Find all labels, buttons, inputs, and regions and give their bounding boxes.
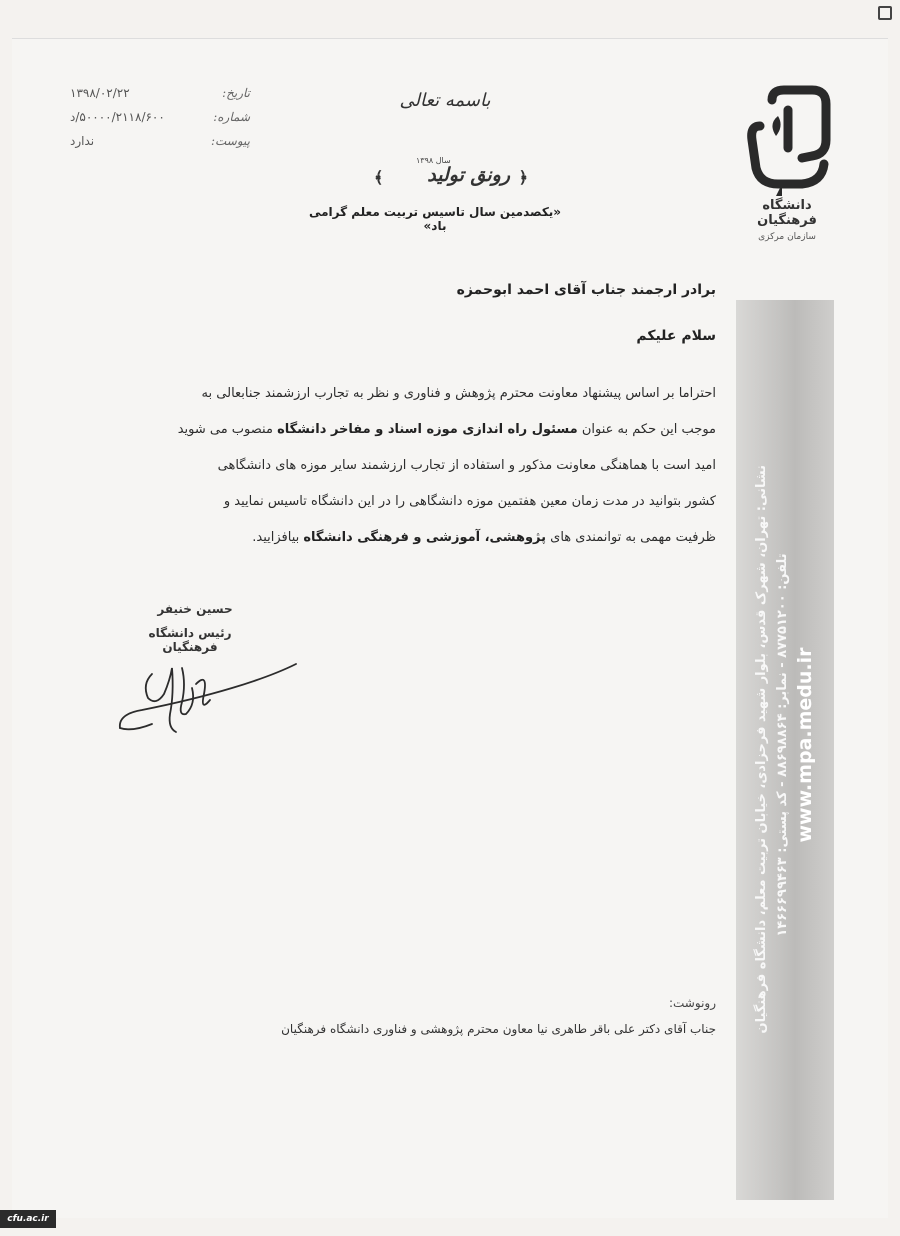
- body-text: کشور بتوانید در مدت زمان معین هفتمین موزه دانشگاهی را در این دانشگاه تاسیس نمایید و: [223, 494, 716, 509]
- slogan-text: رونق تولید: [427, 164, 510, 186]
- body-text: ظرفیت مهمی به توانمندی های: [546, 530, 716, 545]
- letter-meta: [70, 86, 250, 158]
- body-text: امید است با هماهنگی معاونت مذکور و استفاده از تجارب ارزشمند سایر موزه های دانشگاهی: [217, 458, 716, 473]
- signer-title: رئیس دانشگاه فرهنگیان: [148, 626, 232, 654]
- slogan-open-bracket: ﴿: [518, 168, 528, 187]
- body-line: [110, 448, 716, 484]
- meta-date-row: [70, 86, 250, 110]
- body-emphasis: پژوهشی، آموزشی و فرهنگی دانشگاه: [303, 530, 547, 545]
- body-text: منصوب می شوید: [177, 422, 278, 437]
- meta-attachment-value: ندارد: [70, 134, 95, 148]
- letter-body: [110, 376, 716, 556]
- body-text: بیافزایید.: [252, 530, 304, 545]
- recipient-line: برادر ارجمند جناب آقای احمد ابوحمزه: [456, 282, 716, 298]
- meta-attachment-label: پیوست:: [210, 134, 250, 148]
- body-line: [110, 412, 716, 448]
- body-line: [110, 520, 716, 556]
- handwritten-signature-icon: [112, 654, 302, 744]
- body-line: [110, 484, 716, 520]
- slogan-close-bracket: ﴾: [374, 168, 384, 187]
- bismillah-heading: باسمه تعالی: [399, 90, 491, 111]
- meta-attachment-row: [70, 134, 250, 158]
- anniversary-slogan: «یکصدمین سال تاسیس تربیت معلم گرامی باد»: [308, 205, 562, 233]
- side-band-address: نشانی: تهران، شهرک قدس، بلوار شهید فرحزادی، خیابان تربیت معلم، دانشگاه فرهنگیان: [754, 465, 769, 1034]
- meta-number-label: شماره:: [213, 110, 250, 124]
- year-slogan: [368, 158, 528, 190]
- meta-date-label: تاریخ:: [222, 86, 250, 100]
- meta-date-value: ۱۳۹۸/۰۲/۲۲: [70, 86, 130, 100]
- body-line: [110, 376, 716, 412]
- side-band-url: www.mpa.medu.ir: [794, 647, 816, 843]
- cc-label: رونوشت:: [668, 996, 716, 1010]
- side-band-phone: تلفن: ۸۷۷۵۱۲۰۰ - نمابر: ۸۸۶۹۸۸۶۴ - کد پستی: ۱۴۶۶۶۹۹۴۶۳: [775, 553, 790, 937]
- logo-subcaption: سازمان مرکزی: [758, 232, 816, 242]
- signer-name: حسین خنیفر: [157, 602, 233, 616]
- meta-number-row: [70, 110, 250, 134]
- body-text: احتراما بر اساس پیشنهاد معاونت محترم پژوهش و فناوری و نظر به تجارب ارزشمند جنابعالی به: [201, 386, 716, 401]
- body-emphasis: مسئول راه اندازی موزه اسناد و مفاخر دانشگاه: [277, 422, 578, 437]
- scan-corner-mark: [878, 6, 892, 20]
- side-band-text: [754, 465, 816, 1034]
- cc-recipient: جناب آقای دکتر علی باقر طاهری نیا معاون محترم پژوهشی و فناوری دانشگاه فرهنگیان: [281, 1022, 716, 1036]
- greeting-line: سلام علیکم: [636, 328, 716, 344]
- body-text: موجب این حکم به عنوان: [577, 422, 716, 437]
- slogan-year: سال ۱۳۹۸: [416, 156, 451, 165]
- meta-number-value: ۵۰۰۰۰/۲۱۱۸/۶۰۰/د: [70, 110, 165, 124]
- logo-caption: دانشگاه فرهنگیان: [757, 198, 817, 228]
- source-watermark: cfu.ac.ir: [0, 1210, 56, 1228]
